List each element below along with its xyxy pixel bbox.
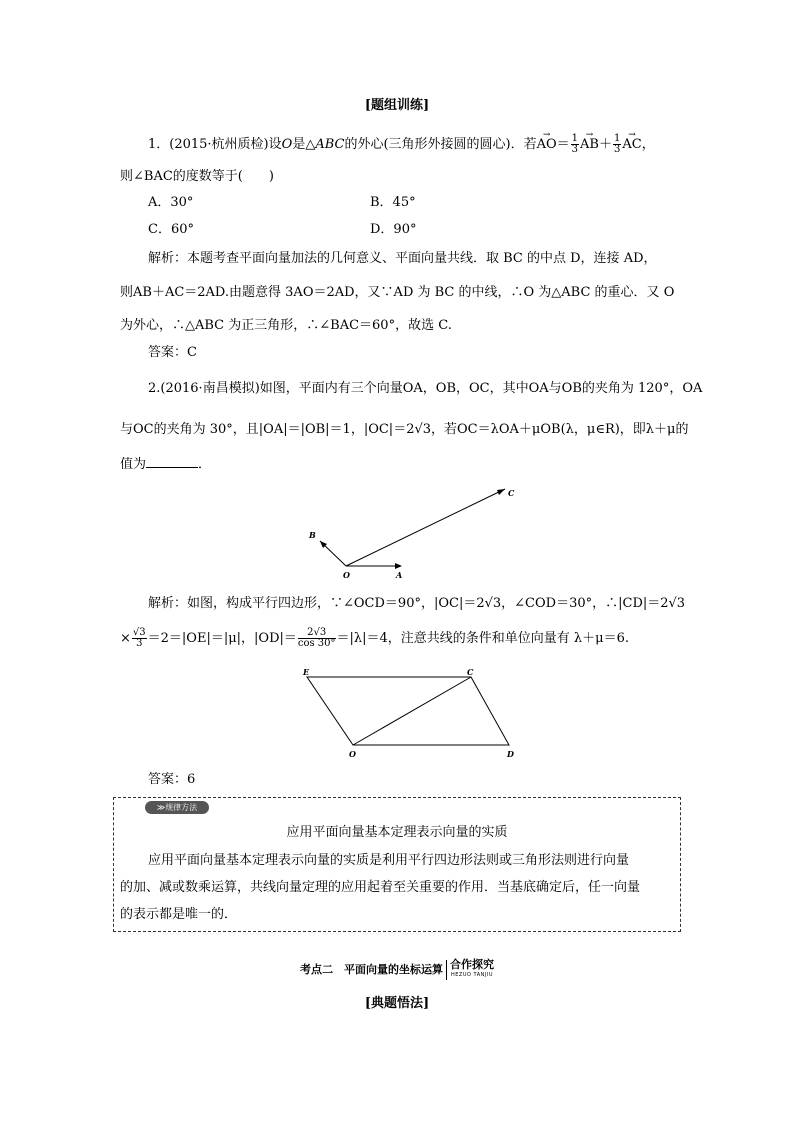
method-line3: 的表示都是唯一的． (120, 907, 238, 922)
kaodian-text: 考点二 平面向量的坐标运算 (300, 963, 443, 976)
method-tag: ≫规律方法 (145, 801, 209, 814)
q1-text-c: 是△ (292, 137, 316, 152)
q1-stem-line2: 则∠BAC的度数等于( ) (120, 169, 274, 184)
q2-stem-line1: 2.(2016·南昌模拟)如图，平面内有三个向量OA，OB，OC，其中OA与OB的夹角为 120°，OA (148, 381, 703, 396)
vector-OA-arrowhead (395, 563, 402, 569)
q1-text-d: ABC (315, 137, 345, 152)
parallelogram-OECD (307, 677, 509, 745)
q1-end: ， (641, 137, 655, 152)
parallelogram-figure (295, 665, 525, 765)
diagonal-OC (353, 677, 471, 745)
point-C-label: C (508, 488, 515, 498)
q2-answer: 答案：6 (148, 772, 196, 787)
frac-numerator: 1 (571, 133, 579, 144)
section-title: [题组训练] (364, 98, 430, 113)
q1-option-a: A．30° (148, 195, 194, 210)
q1-option-b: B．45° (370, 195, 416, 210)
q1-answer: 答案：C (148, 345, 197, 360)
method-title: 应用平面向量基本定理表示向量的实质 (286, 825, 508, 840)
point-C-label-2: C (467, 667, 474, 677)
kaodian-heading (0, 960, 794, 980)
point-E-label: E (303, 667, 310, 677)
vector-OC-arrowhead (497, 489, 505, 495)
vector-AB: → AB (580, 136, 599, 154)
q2-stem-line3 (120, 455, 211, 474)
method-line2: 的加、减或数乘运算，共线向量定理的应用起着至关重要的作用．当基底确定后，任一向量 (120, 880, 641, 895)
q1-text-a: 1．(2015·杭州质检)设 (148, 137, 282, 152)
logo-big-text: 合作探究 (450, 958, 494, 971)
point-D-label: D (507, 749, 514, 759)
q2-solution-line2 (120, 628, 629, 649)
fraction-one-third (571, 134, 579, 155)
point-A-label: A (396, 570, 403, 580)
vector-AC: → AC (622, 136, 641, 154)
q2-line3-text: 值为 (120, 457, 147, 472)
logo-small-text: HEZUO TANJIU (451, 972, 493, 978)
q1-eq: ＝ (556, 137, 570, 152)
q1-solution-line3: 为外心，∴△ABC 为正三角形，∴∠BAC＝60°，故选 C. (120, 318, 452, 333)
frac-denominator: 3 (614, 144, 621, 155)
frac-denominator: 3 (136, 638, 143, 649)
bottom-section-title: [典题悟法] (364, 996, 430, 1011)
q1-plus: ＋ (599, 137, 613, 152)
fraction-one-third-2 (613, 134, 621, 155)
point-O-label: O (343, 570, 350, 580)
q1-text-b: O (281, 137, 293, 152)
q2-stem-line2: 与OC的夹角为 30°，且|OA|＝|OB|＝1，|OC|＝2√3，若OC＝λOA＋μOB(λ，μ∈R)，即λ＋μ的 (120, 422, 689, 437)
q1-option-d: D．90° (370, 222, 417, 237)
q1-text-e: 的外心(三角形外接圆的圆心)．若 (344, 137, 537, 152)
fraction-sqrt3-over-3 (132, 628, 147, 649)
vector-OC-line (346, 489, 505, 566)
vector-AO: → AO (537, 136, 557, 154)
frac-numerator: √3 (132, 627, 146, 638)
frac-numerator: 2√3 (298, 628, 336, 639)
answer-blank (146, 455, 198, 468)
method-line1: 应用平面向量基本定理表示向量的实质是利用平行四边形法则或三角形法则进行向量 (148, 853, 630, 868)
sol-text-b: ＝2＝|OE|＝|μ|，|OD|＝ (147, 631, 297, 646)
q1-option-c: C．60° (148, 222, 194, 237)
fraction-2sqrt3-over-cos30 (298, 628, 336, 649)
frac-numerator: 1 (614, 133, 621, 144)
point-B-label: B (309, 530, 316, 540)
q1-stem-line1 (148, 134, 655, 155)
q2-solution-line1: 解析：如图，构成平行四边形，∵∠OCD＝90°，|OC|＝2√3，∠COD＝30°，∴|CD|＝2√3 (148, 596, 686, 611)
frac-denominator: cos 30° (297, 638, 336, 649)
sol-text-c: ＝|λ|＝4，注意共线的条件和单位向量有 λ＋μ＝6. (336, 631, 630, 646)
vector-figure-1 (300, 480, 530, 585)
hezuo-tanjiu-logo (446, 960, 494, 980)
q2-line3-end: ． (198, 457, 212, 472)
q1-solution-line2: 则AB＋AC＝2AD.由题意得 3AO＝2AD，又∵AD 为 BC 的中线，∴O 为△ABC 的重心．又 O (120, 285, 675, 300)
frac-denominator: 3 (571, 144, 579, 155)
q1-solution-line1: 解析：本题考查平面向量加法的几何意义、平面向量共线．取 BC 的中点 D，连接 AD， (148, 251, 657, 266)
point-O-label-2: O (349, 749, 356, 759)
sol-times: × (120, 631, 131, 646)
